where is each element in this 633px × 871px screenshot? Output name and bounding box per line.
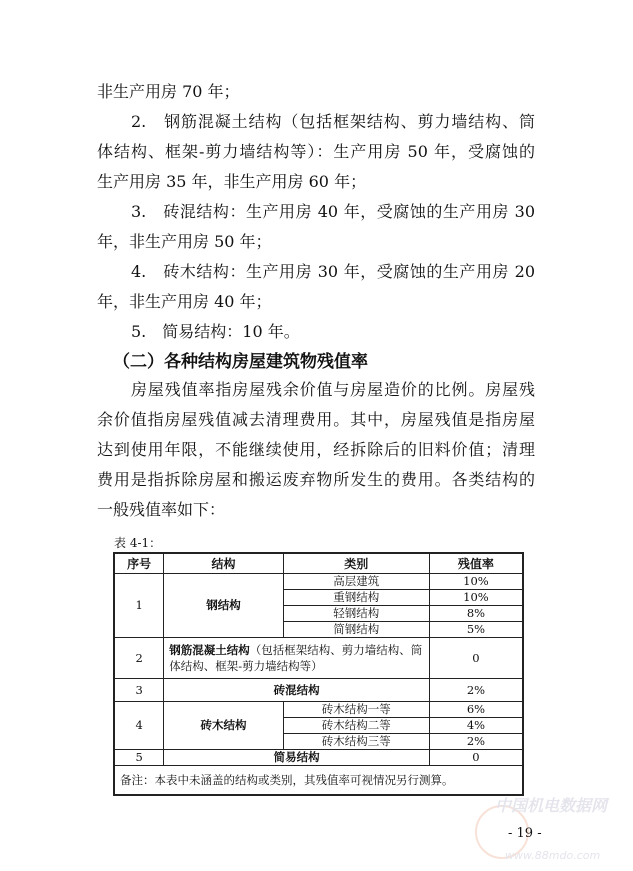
category-cell: 高层建筑 bbox=[283, 574, 429, 590]
paragraph-line: 年，非生产用房 50 年； bbox=[97, 232, 272, 251]
row-number: 2 bbox=[114, 638, 164, 679]
table-header-row bbox=[114, 553, 523, 574]
rate-cell: 6% bbox=[429, 702, 523, 718]
header-cell: 类别 bbox=[283, 553, 429, 574]
rate-cell: 10% bbox=[429, 590, 523, 606]
paragraph-line: 达到使用年限，不能继续使用，经拆除后的旧料价值；清理 bbox=[97, 440, 535, 459]
table-note-row bbox=[114, 766, 523, 796]
header-cell: 残值率 bbox=[429, 553, 523, 574]
rate-cell: 10% bbox=[429, 574, 523, 590]
paragraph-line: 费用是指拆除房屋和搬运废弃物所发生的费用。各类结构的 bbox=[97, 470, 535, 489]
structure-detail: （包括框架结构、剪力墙结构、筒体结构、框架-剪力墙结构等） bbox=[169, 643, 423, 673]
category-cell: 重钢结构 bbox=[283, 590, 429, 606]
row-number: 3 bbox=[114, 679, 164, 702]
paragraph-line: 3. 砖混结构：生产用房 40 年，受腐蚀的生产用房 30 bbox=[131, 202, 535, 221]
rate-cell: 5% bbox=[429, 622, 523, 638]
paragraph-line: 体结构、框架-剪力墙结构等）：生产用房 50 年，受腐蚀的 bbox=[97, 142, 535, 161]
category-cell: 轻钢结构 bbox=[283, 606, 429, 622]
row-number: 1 bbox=[114, 574, 164, 638]
rate-cell: 2% bbox=[429, 679, 523, 702]
table-row bbox=[114, 750, 523, 766]
page-number: - 19 - bbox=[508, 826, 542, 841]
section-heading: （二）各种结构房屋建筑物残值率 bbox=[113, 352, 368, 372]
paragraph-line: 4. 砖木结构：生产用房 30 年，受腐蚀的生产用房 20 bbox=[131, 262, 535, 281]
rate-cell: 8% bbox=[429, 606, 523, 622]
structure-cell: 简易结构 bbox=[164, 750, 430, 766]
table-row bbox=[114, 574, 523, 590]
paragraph-line: 2. 钢筋混凝土结构（包括框架结构、剪力墙结构、筒 bbox=[131, 112, 535, 131]
rate-cell: 2% bbox=[429, 734, 523, 750]
structure-cell bbox=[164, 638, 430, 679]
header-cell: 序号 bbox=[114, 553, 164, 574]
structure-name: 钢筋混凝土结构 bbox=[169, 643, 250, 657]
header-cell: 结构 bbox=[164, 553, 283, 574]
category-cell: 砖木结构一等 bbox=[283, 702, 429, 718]
residual-value-table bbox=[113, 552, 524, 796]
paragraph-line: 余价值指房屋残值减去清理费用。其中，房屋残值是指房屋 bbox=[97, 410, 535, 429]
table-note: 备注：本表中未涵盖的结构或类别，其残值率可视情况另行测算。 bbox=[114, 766, 523, 796]
paragraph-line: 年，非生产用房 40 年； bbox=[97, 292, 272, 311]
rate-cell: 0 bbox=[429, 638, 523, 679]
structure-cell: 砖木结构 bbox=[164, 702, 283, 750]
table-caption: 表 4-1： bbox=[114, 536, 162, 550]
structure-cell: 钢结构 bbox=[164, 574, 283, 638]
structure-cell: 砖混结构 bbox=[164, 679, 430, 702]
rate-cell: 4% bbox=[429, 718, 523, 734]
table-row bbox=[114, 679, 523, 702]
row-number: 5 bbox=[114, 750, 164, 766]
paragraph-line: 房屋残值率指房屋残余价值与房屋造价的比例。房屋残 bbox=[131, 380, 535, 399]
paragraph-line: 生产用房 35 年，非生产用房 60 年； bbox=[97, 172, 367, 191]
rate-cell: 0 bbox=[429, 750, 523, 766]
paragraph-line: 5. 简易结构：10 年。 bbox=[131, 322, 300, 341]
table-row bbox=[114, 638, 523, 679]
category-cell: 简钢结构 bbox=[283, 622, 429, 638]
category-cell: 砖木结构三等 bbox=[283, 734, 429, 750]
paragraph-line: 非生产用房 70 年； bbox=[97, 82, 240, 101]
table-row bbox=[114, 702, 523, 718]
category-cell: 砖木结构二等 bbox=[283, 718, 429, 734]
paragraph-line: 一般残值率如下： bbox=[97, 500, 226, 519]
watermark: 中国机电数据网 bbox=[495, 796, 608, 815]
row-number: 4 bbox=[114, 702, 164, 750]
watermark-url: www.88mdo.com bbox=[505, 849, 601, 862]
